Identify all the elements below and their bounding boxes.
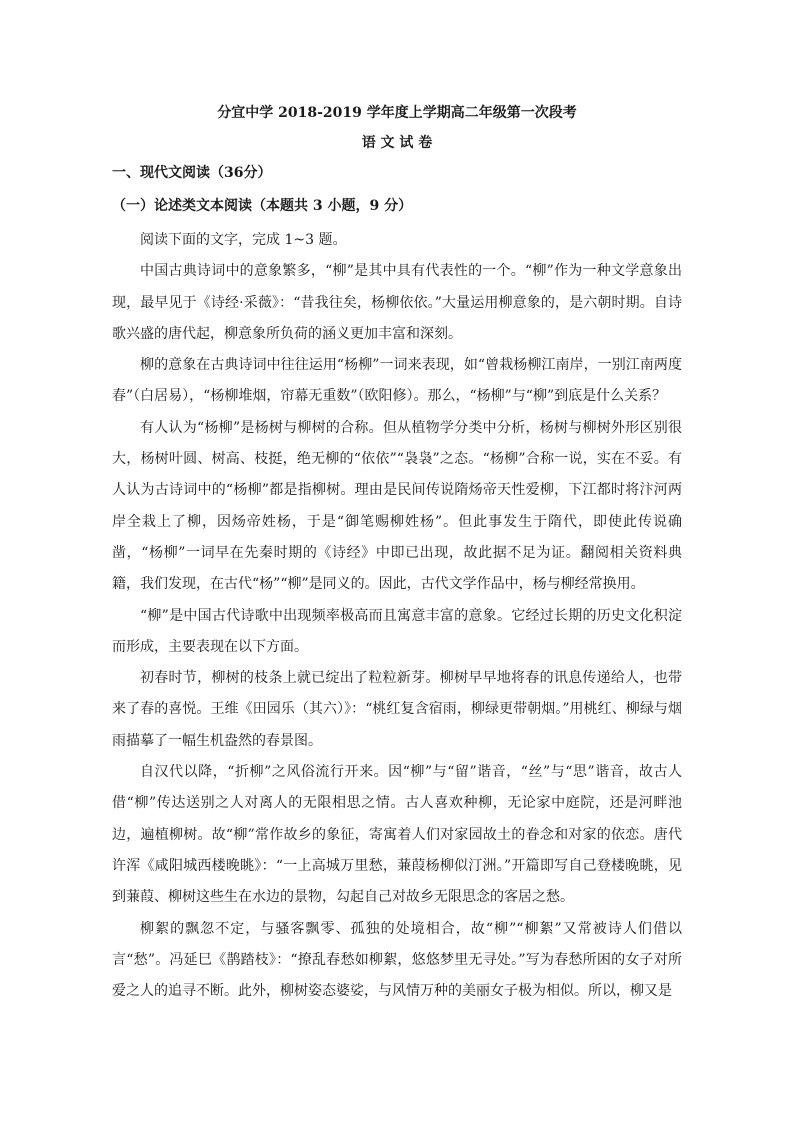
instruction-paragraph: 阅读下面的文字，完成 1~3 题。	[140, 232, 347, 248]
passage-paragraph: 有人认为“杨柳”是杨树与柳树的合称。但从植物学分类中分析，杨树与柳树外形区别很大，杨树叶圆、树高、枝挺，绝无柳的“依依”“袅袅”之态。“杨柳”合称一说，实在不妥。有人认为古诗词中的“杨柳”都是指柳树。理由是民间传说隋炀帝天性爱柳，下江都时将汴河两岸全栽上了柳，因炀帝姓杨，于是“御笔赐柳姓杨”。但此事发生于隋代，即使此传说确凿，“杨柳”一词早在先秦时期的《诗经》中即已出现，故此据不足为证。翻阅相关资料典籍，我们发现，在古代“杨”“柳”是同义的。因此，古代文学作品中，杨与柳经常换用。	[112, 419, 682, 593]
passage-paragraph: 中国古典诗词中的意象繁多，“柳”是其中具有代表性的一个。“柳”作为一种文学意象出现，最早见于《诗经·采薇》：“昔我往矣，杨柳依依。”大量运用柳意象的，是六朝时期。自诗歌兴盛的唐代起，柳意象所负荷的涵义更加丰富和深刻。	[112, 263, 682, 342]
section-heading-argumentative-reading: （一）论述类文本阅读（本题共 3 小题，9 分）	[112, 198, 413, 214]
passage-paragraph: 自汉代以降，“折柳”之风俗流行开来。因“柳”与“留”谐音，“丝”与“思”谐音，故古人借“柳”传达送别之人对离人的无限相思之情。古人喜欢种柳，无论家中庭院，还是河畔池边，遍植柳树。故“柳”常作故乡的象征，寄寓着人们对家园故土的眷念和对家的依恋。唐代许浑《咸阳城西楼晚眺》：“一上高城万里愁，蒹葭杨柳似汀洲。”开篇即写自己登楼晚眺，见到蒹葭、柳树这些生在水边的景物，勾起自己对故乡无限思念的客居之愁。	[112, 764, 682, 906]
passage-paragraph: “柳”是中国古代诗歌中出现频率极高而且寓意丰富的意象。它经过长期的历史文化积淀而形成，主要表现在以下方面。	[112, 607, 682, 655]
passage-paragraph: 柳的意象在古典诗词中往往运用“杨柳”一词来表现，如“曾栽杨柳江南岸，一别江南两度春”（白居易），“杨柳堆烟，帘幕无重数”（欧阳修）。那么，“杨柳”与“柳”到底是什么关系？	[112, 357, 682, 405]
exam-subtitle: 语 文 试 卷	[361, 135, 433, 151]
passage-paragraph: 初春时节，柳树的枝条上就已绽出了粒粒新芽。柳树早早地将春的讯息传递给人，也带来了春的喜悦。王维《田园乐（其六）》：“桃红复含宿雨，柳绿更带朝烟。”用桃红、柳绿与烟雨描摹了一幅生机盎然的春景图。	[112, 670, 682, 749]
reading-passage	[112, 225, 682, 1007]
exam-title: 分宜中学 2018-2019 学年度上学期高二年级第一次段考	[217, 105, 577, 121]
section-heading-modern-reading: 一、现代文阅读（36分）	[112, 165, 272, 181]
passage-paragraph: 柳絮的飘忽不定，与骚客飘零、孤独的处境相合，故“柳”“柳絮”又常被诗人们借以言“愁”。冯延巳《鹊踏枝》：“撩乱春愁如柳絮，悠悠梦里无寻处。”写为春愁所困的女子对所爱之人的追寻不断。此外，柳树姿态婆娑，与风情万种的美丽女子极为相似。所以，柳又是	[112, 920, 682, 1000]
